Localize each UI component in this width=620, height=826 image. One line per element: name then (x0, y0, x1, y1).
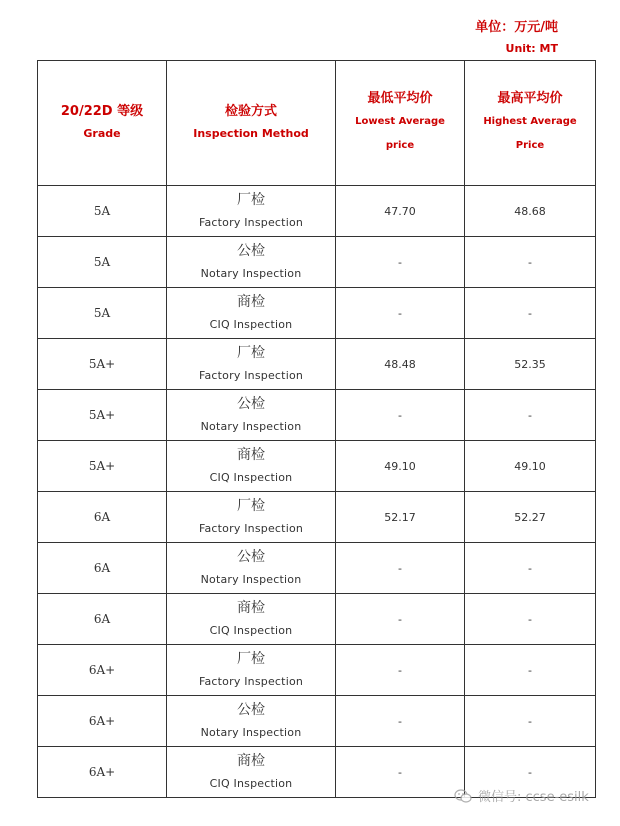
highest-price-value: 52.27 (514, 511, 546, 524)
method-cn: 公检 (237, 243, 265, 259)
method-en: Notary Inspection (200, 573, 302, 586)
highest-price-value: - (528, 409, 532, 422)
lowest-price-cell (336, 696, 465, 747)
lowest-price-value: - (398, 562, 402, 575)
highest-price-cell (465, 288, 596, 339)
lowest-price-cell (336, 186, 465, 237)
lowest-price-header-cn: 最低平均价 (367, 91, 433, 106)
method-cn: 公检 (237, 396, 265, 412)
grade-value: 5A (93, 255, 111, 269)
method-cn: 厂检 (237, 192, 265, 208)
method-cn: 厂检 (237, 498, 265, 514)
highest-price-value: - (528, 562, 532, 575)
wechat-icon (454, 789, 472, 803)
method-en: CIQ Inspection (209, 777, 293, 790)
method-en: CIQ Inspection (209, 318, 293, 331)
grade-cell (38, 441, 167, 492)
method-cell (167, 543, 336, 594)
table-row (38, 645, 596, 696)
grade-value: 6A+ (88, 714, 116, 728)
method-en: CIQ Inspection (209, 471, 293, 484)
table-header-row (38, 61, 596, 186)
highest-price-value: - (528, 766, 532, 779)
lowest-price-value: - (398, 664, 402, 677)
method-en: Notary Inspection (200, 726, 302, 739)
method-header-en: Inspection Method (193, 127, 309, 140)
grade-cell (38, 390, 167, 441)
unit-block (475, 18, 558, 59)
grade-cell (38, 696, 167, 747)
method-cell (167, 237, 336, 288)
table-row (38, 288, 596, 339)
method-cell (167, 696, 336, 747)
highest-price-cell (465, 696, 596, 747)
lowest-price-cell (336, 441, 465, 492)
grade-value: 6A (93, 510, 111, 524)
method-cn: 公检 (237, 702, 265, 718)
lowest-price-value: 47.70 (384, 205, 416, 218)
grade-cell (38, 645, 167, 696)
lowest-price-value: - (398, 766, 402, 779)
method-cn: 厂检 (237, 651, 265, 667)
grade-value: 5A (93, 204, 111, 218)
lowest-price-cell (336, 237, 465, 288)
lowest-price-value: - (398, 409, 402, 422)
highest-price-value: - (528, 256, 532, 269)
method-cn: 商检 (237, 600, 265, 616)
highest-price-cell (465, 339, 596, 390)
method-cn: 商检 (237, 294, 265, 310)
highest-price-value: - (528, 613, 532, 626)
table-row (38, 594, 596, 645)
highest-price-cell (465, 543, 596, 594)
lowest-price-value: - (398, 256, 402, 269)
lowest-price-value: - (398, 715, 402, 728)
lowest-price-value: - (398, 307, 402, 320)
method-cell (167, 441, 336, 492)
grade-cell (38, 492, 167, 543)
lowest-price-cell (336, 645, 465, 696)
highest-price-cell (465, 492, 596, 543)
highest-price-value: 52.35 (514, 358, 546, 371)
table-row (38, 186, 596, 237)
table-row (38, 696, 596, 747)
grade-value: 6A+ (88, 663, 116, 677)
highest-price-cell (465, 237, 596, 288)
unit-label-en: Unit: MT (505, 42, 558, 55)
highest-price-value: 49.10 (514, 460, 546, 473)
method-en: Notary Inspection (200, 267, 302, 280)
highest-price-cell (465, 594, 596, 645)
method-en: Notary Inspection (200, 420, 302, 433)
lowest-price-cell (336, 288, 465, 339)
method-cell (167, 390, 336, 441)
grade-cell (38, 339, 167, 390)
method-cell (167, 747, 336, 798)
grade-value: 6A (93, 561, 111, 575)
highest-price-cell (465, 390, 596, 441)
unit-label-cn: 单位：万元/吨 (475, 20, 558, 35)
method-cell (167, 339, 336, 390)
method-cell (167, 288, 336, 339)
method-cell (167, 492, 336, 543)
grade-header-cn: 20/22D 等级 (60, 104, 144, 119)
method-en: Factory Inspection (198, 216, 304, 229)
table-row (38, 543, 596, 594)
grade-cell (38, 594, 167, 645)
grade-cell (38, 747, 167, 798)
lowest-price-cell (336, 594, 465, 645)
method-cn: 厂检 (237, 345, 265, 361)
table-row (38, 339, 596, 390)
highest-price-header-cn: 最高平均价 (497, 91, 563, 106)
grade-cell (38, 186, 167, 237)
method-cell (167, 186, 336, 237)
method-cn: 商检 (237, 447, 265, 463)
lowest-price-header-en: Lowest Average price (355, 116, 445, 151)
lowest-price-cell (336, 339, 465, 390)
highest-price-value: - (528, 664, 532, 677)
method-cn: 公检 (237, 549, 265, 565)
method-en: CIQ Inspection (209, 624, 293, 637)
method-en: Factory Inspection (198, 369, 304, 382)
table-row (38, 492, 596, 543)
grade-cell (38, 288, 167, 339)
highest-price-column-header (465, 61, 596, 186)
highest-price-cell (465, 645, 596, 696)
lowest-price-value: 48.48 (384, 358, 416, 371)
highest-price-value: - (528, 307, 532, 320)
watermark (454, 786, 589, 805)
grade-value: 5A (93, 306, 111, 320)
lowest-price-cell (336, 390, 465, 441)
grade-header-en: Grade (83, 127, 121, 140)
lowest-price-cell (336, 492, 465, 543)
method-cn: 商检 (237, 753, 265, 769)
highest-price-header-en: Highest Average Price (483, 116, 577, 151)
grade-value: 6A (93, 612, 111, 626)
table-row (38, 390, 596, 441)
grade-cell (38, 237, 167, 288)
lowest-price-cell (336, 543, 465, 594)
highest-price-value: - (528, 715, 532, 728)
lowest-price-value: - (398, 613, 402, 626)
lowest-price-value: 52.17 (384, 511, 416, 524)
price-table (37, 60, 596, 798)
method-en: Factory Inspection (198, 675, 304, 688)
method-column-header (167, 61, 336, 186)
method-cell (167, 594, 336, 645)
highest-price-cell (465, 441, 596, 492)
grade-cell (38, 543, 167, 594)
highest-price-value: 48.68 (514, 205, 546, 218)
method-header-cn: 检验方式 (224, 104, 277, 119)
grade-value: 5A+ (88, 357, 116, 371)
grade-column-header (38, 61, 167, 186)
lowest-price-cell (336, 747, 465, 798)
grade-value: 5A+ (88, 459, 116, 473)
method-cell (167, 645, 336, 696)
lowest-price-value: 49.10 (384, 460, 416, 473)
grade-value: 6A+ (88, 765, 116, 779)
table-row (38, 237, 596, 288)
highest-price-cell (465, 186, 596, 237)
grade-value: 5A+ (88, 408, 116, 422)
table-row (38, 441, 596, 492)
method-en: Factory Inspection (198, 522, 304, 535)
lowest-price-column-header (336, 61, 465, 186)
watermark-text: 微信号: ccse-esilk (478, 790, 589, 805)
